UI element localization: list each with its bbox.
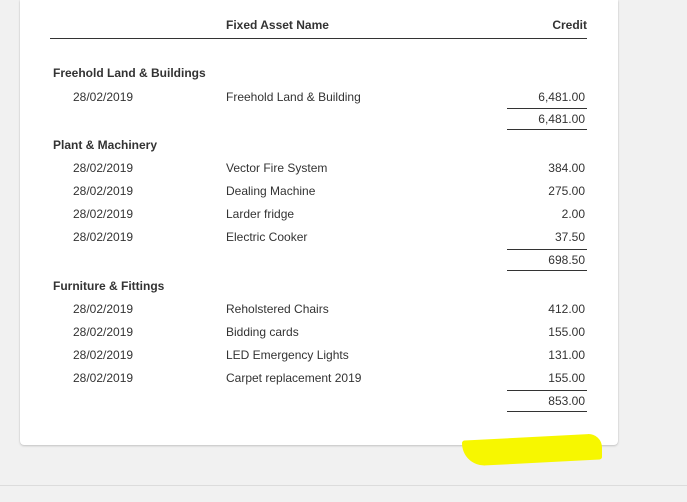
- group-title-furniture: Furniture & Fittings: [53, 279, 165, 293]
- row-asset-name: Dealing Machine: [226, 184, 316, 198]
- row-amount: 275.00: [548, 184, 585, 198]
- row-asset-name: Electric Cooker: [226, 230, 308, 244]
- row-date: 28/02/2019: [73, 230, 134, 244]
- row-asset-name: Bidding cards: [226, 325, 299, 339]
- row-amount: 155.00: [548, 371, 585, 385]
- report-header: [50, 0, 587, 39]
- row-amount: 6,481.00: [538, 90, 585, 104]
- group-subtotal: [50, 249, 587, 271]
- subtotal-rule-bottom: [507, 129, 587, 130]
- table-row: [50, 206, 587, 222]
- subtotal-rule-bottom: [507, 411, 587, 412]
- group-subtotal: [50, 108, 587, 130]
- table-row: [50, 89, 587, 105]
- row-amount: 155.00: [548, 325, 585, 339]
- table-row: [50, 183, 587, 199]
- row-asset-name: Vector Fire System: [226, 161, 328, 175]
- column-header-credit: Credit: [552, 18, 587, 32]
- row-amount: 412.00: [548, 302, 585, 316]
- row-asset-name: Larder fridge: [226, 207, 295, 221]
- subtotal-rule-bottom: [507, 270, 587, 271]
- group-title-plant: Plant & Machinery: [53, 138, 158, 152]
- row-date: 28/02/2019: [73, 90, 134, 104]
- row-date: 28/02/2019: [73, 184, 134, 198]
- table-row: [50, 301, 587, 317]
- row-date: 28/02/2019: [73, 161, 134, 175]
- row-date: 28/02/2019: [73, 348, 134, 362]
- report-card: [20, 0, 618, 445]
- row-asset-name: Carpet replacement 2019: [226, 371, 362, 385]
- table-row: [50, 347, 587, 363]
- row-date: 28/02/2019: [73, 207, 134, 221]
- table-row: [50, 160, 587, 176]
- row-amount: 2.00: [561, 207, 585, 221]
- group-title-freehold: Freehold Land & Buildings: [53, 66, 206, 80]
- table-row: [50, 370, 587, 386]
- subtotal-amount: 853.00: [548, 394, 585, 408]
- row-date: 28/02/2019: [73, 371, 134, 385]
- table-row: [50, 324, 587, 340]
- row-asset-name: Freehold Land & Building: [226, 90, 361, 104]
- page-divider: [0, 485, 687, 486]
- row-asset-name: Reholstered Chairs: [226, 302, 329, 316]
- row-amount: 131.00: [548, 348, 585, 362]
- row-date: 28/02/2019: [73, 325, 134, 339]
- group-subtotal: [50, 390, 587, 412]
- subtotal-amount: 6,481.00: [538, 112, 585, 126]
- row-amount: 37.50: [554, 230, 585, 244]
- row-date: 28/02/2019: [73, 302, 134, 316]
- subtotal-amount: 698.50: [548, 253, 585, 267]
- table-row: [50, 229, 587, 245]
- column-header-asset-name: Fixed Asset Name: [226, 18, 329, 32]
- row-amount: 384.00: [548, 161, 585, 175]
- row-asset-name: LED Emergency Lights: [226, 348, 349, 362]
